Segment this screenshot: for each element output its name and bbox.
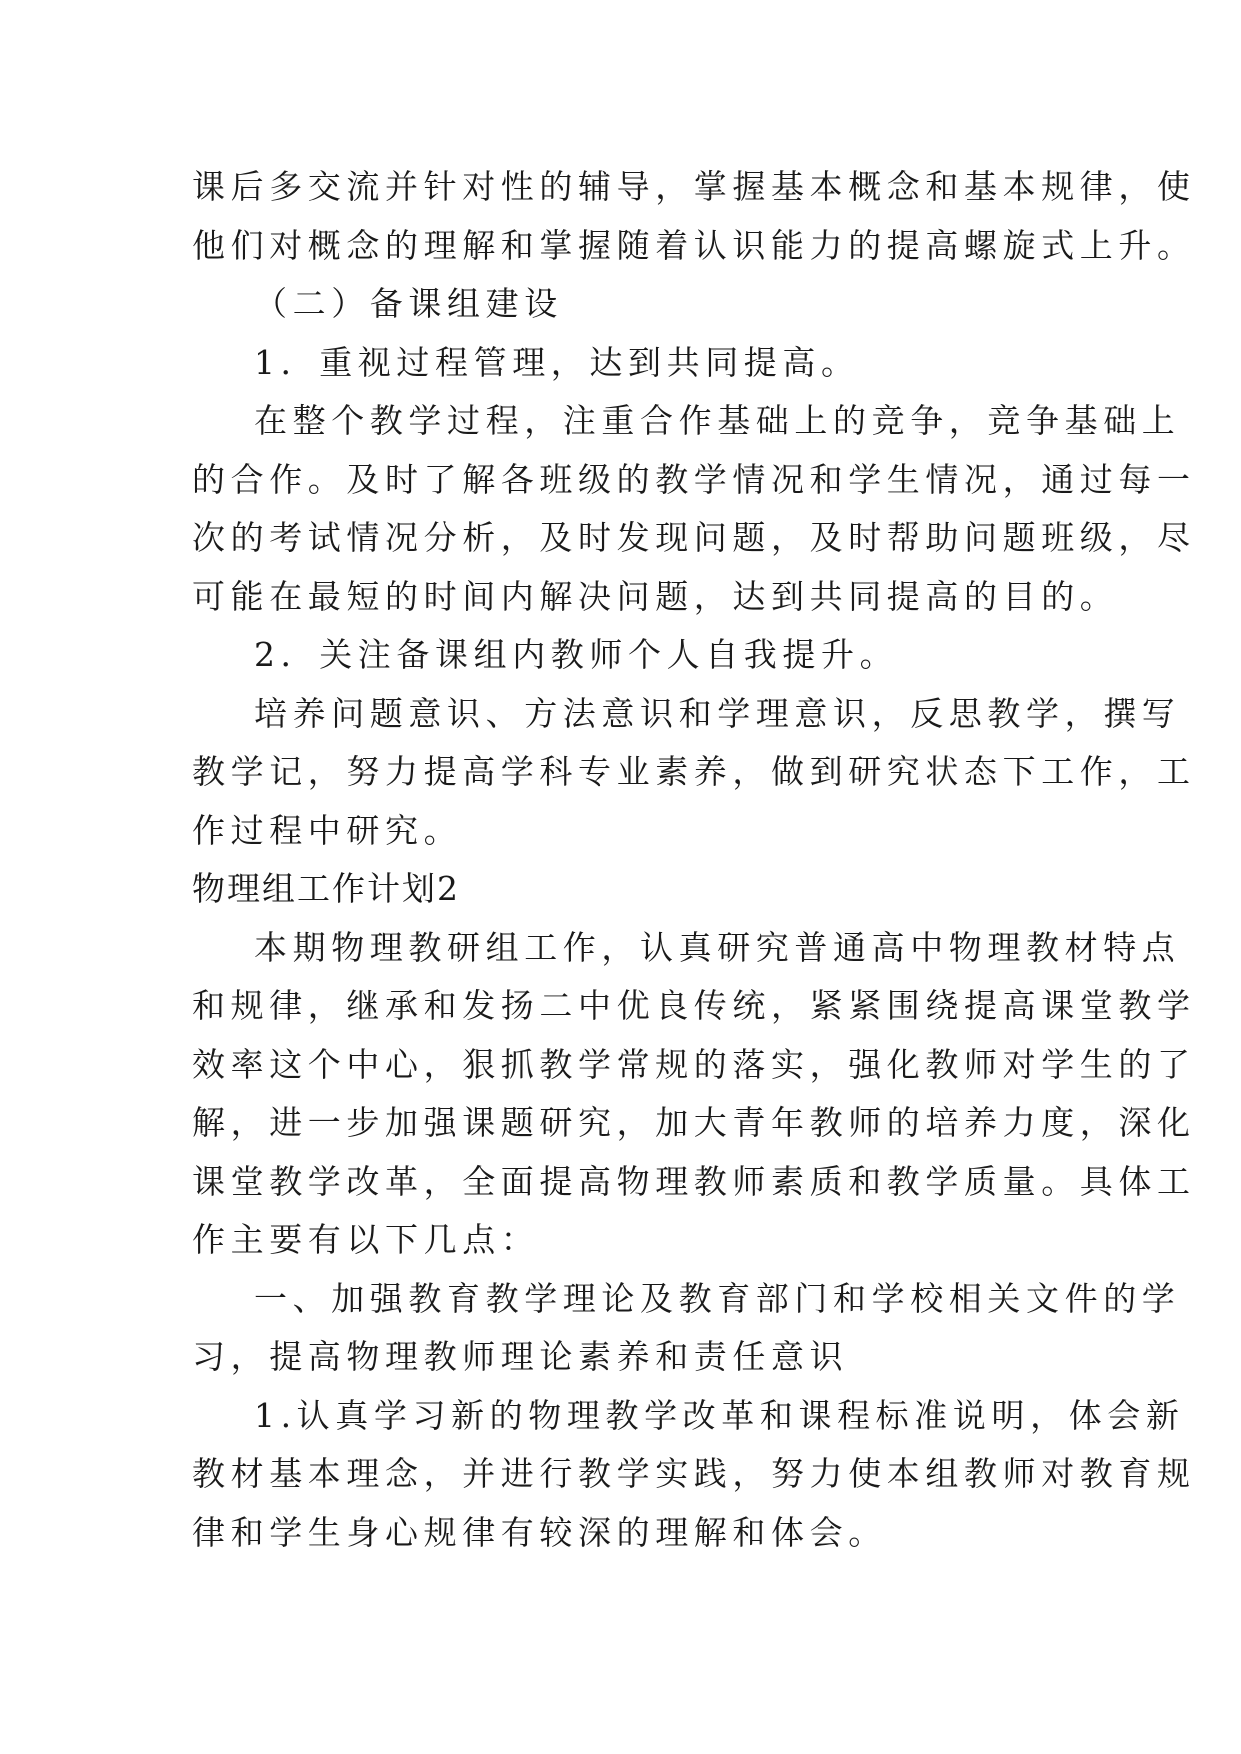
text-line: 作主要有以下几点：: [192, 1220, 540, 1259]
text-line: 培养问题意识、方法意识和学理意识，反思教学，撰写: [254, 693, 1181, 733]
document-title: 物理组工作计划2: [192, 869, 460, 908]
text-line: 和规律，继承和发扬二中优良传统，紧紧围绕提高课堂教学: [192, 986, 1196, 1025]
subsection-heading: 1．重视过程管理，达到共同提高。: [254, 342, 860, 382]
text-line: 本期物理教研组工作，认真研究普通高中物理教材特点: [254, 927, 1181, 967]
text-line: 1.认真学习新的物理教学改革和课程标准说明，体会新: [254, 1395, 1185, 1435]
text-line: 作过程中研究。: [192, 810, 463, 850]
text-line: 课后多交流并针对性的辅导，掌握基本概念和基本规律，使: [192, 167, 1196, 206]
text-line: 他们对概念的理解和掌握随着认识能力的提高螺旋式上升。: [192, 225, 1196, 265]
text-line: 可能在最短的时间内解决问题，达到共同提高的目的。: [192, 576, 1119, 616]
document-page: [192, 158, 1196, 1562]
text-line: 效率这个中心，狠抓教学常规的落实，强化教师对学生的了: [192, 1044, 1196, 1084]
text-line: 律和学生身心规律有较深的理解和体会。: [192, 1512, 887, 1552]
text-line: 习，提高物理教师理论素养和责任意识: [192, 1337, 849, 1376]
text-line: 在整个教学过程，注重合作基础上的竞争，竞争基础上: [254, 401, 1181, 440]
section-heading: 一、加强教育教学理论及教育部门和学校相关文件的学: [254, 1278, 1181, 1318]
subsection-heading: 2．关注备课组内教师个人自我提升。: [254, 635, 899, 674]
section-heading: （二）备课组建设: [254, 284, 563, 323]
text-line: 课堂教学改革，全面提高物理教师素质和教学质量。具体工: [192, 1161, 1196, 1201]
text-line: 的合作。及时了解各班级的教学情况和学生情况，通过每一: [192, 459, 1196, 499]
text-line: 教材基本理念，并进行教学实践，努力使本组教师对教育规: [192, 1454, 1196, 1493]
text-line: 解，进一步加强课题研究，加大青年教师的培养力度，深化: [192, 1103, 1196, 1142]
text-line: 次的考试情况分析，及时发现问题，及时帮助问题班级，尽: [192, 518, 1196, 557]
text-line: 教学记，努力提高学科专业素养，做到研究状态下工作，工: [192, 752, 1196, 791]
